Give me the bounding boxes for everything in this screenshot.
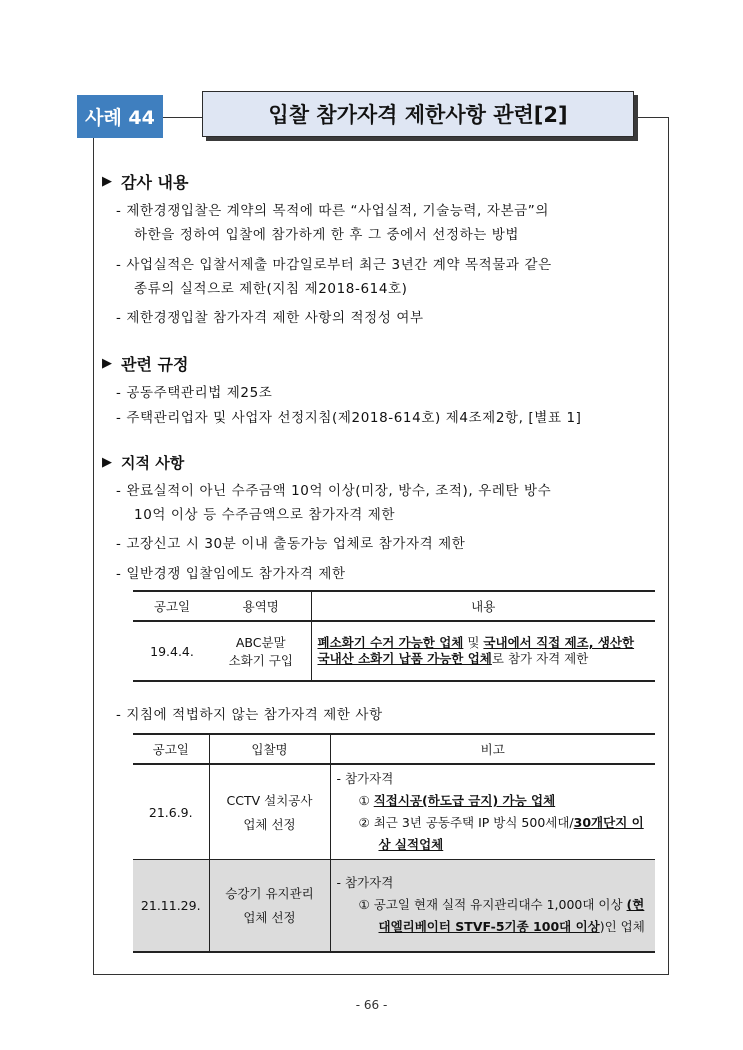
plain-text: 공고일 현재 실적 유지관리대수 1,000대 이상 <box>373 897 623 913</box>
date-cell: 21.6.9. <box>133 764 209 860</box>
column-header: 용역명 <box>211 591 311 621</box>
section-title: 지적 사항 <box>121 454 185 472</box>
content-cell <box>311 621 655 681</box>
section-heading-regulation <box>102 352 188 375</box>
frame-bottom <box>93 974 669 975</box>
qual-item <box>337 894 650 938</box>
item-number: ① <box>358 793 370 808</box>
plain-text: 최근 3년 공동주택 IP 방식 500세대/ <box>373 815 574 830</box>
text-line: - 제한경쟁입찰 참가자격 제한 사항의 적정성 여부 <box>116 310 424 326</box>
name-line: 승강기 유지관리 <box>225 886 314 902</box>
column-header: 입찰명 <box>209 734 330 764</box>
remark-cell <box>330 764 655 860</box>
text-line: - 지침에 적법하지 않는 참가자격 제한 사항 <box>116 707 383 723</box>
table-header-row <box>133 734 655 764</box>
text-line: 종류의 실적으로 제한(지침 제2018-614호) <box>134 281 408 297</box>
page-number: - 66 - <box>355 998 388 1012</box>
section-heading-audit <box>102 170 188 193</box>
plain-text: )인 업체 <box>599 919 645 935</box>
name-line: 업체 선정 <box>243 910 296 926</box>
item-number: ② <box>358 815 370 830</box>
plain-text: 로 참가 자격 제한 <box>491 651 589 666</box>
qual-label: - 참가자격 <box>336 771 394 786</box>
table-row <box>133 764 655 860</box>
qual-label: - 참가자격 <box>336 875 394 891</box>
underlined-text: 직접시공(하도급 금지) 가능 업체 <box>373 793 556 808</box>
table-row <box>133 621 655 681</box>
frame-left <box>93 138 94 974</box>
date-cell: 19.4.4. <box>150 643 194 659</box>
text-line: - 공동주택관리법 제25조 <box>116 385 273 401</box>
text-line: 하한을 정하여 입찰에 참가하게 한 후 그 중에서 선정하는 방법 <box>134 227 520 243</box>
qual-item <box>337 812 650 856</box>
text-line: 10억 이상 등 수주금액으로 참가자격 제한 <box>134 507 396 523</box>
section-title: 감사 내용 <box>121 173 189 192</box>
text-line: - 주택관리업자 및 사업자 선정지침(제2018-614호) 제4조제2항, [별표 1] <box>116 410 582 426</box>
column-header: 공고일 <box>133 591 211 621</box>
column-header: 내용 <box>311 591 655 621</box>
underlined-text: 국내에서 직접 제조, 생산한 국내산 소화기 납품 가능한 업체 <box>317 635 635 666</box>
remark-cell <box>330 860 655 952</box>
table-2 <box>133 733 655 953</box>
section-title: 관련 규정 <box>121 355 189 374</box>
text-line: - 완료실적이 아닌 수주금액 10억 이상(미장, 방수, 조적), 우레탄 방수 <box>116 483 552 499</box>
underlined-text: (현대엘리베이터 STVF-5기종 100대 이상 <box>378 897 645 935</box>
column-header: 비고 <box>330 734 655 764</box>
plain-text: 및 <box>463 635 484 650</box>
text-line: - 사업실적은 입찰서제출 마감일로부터 최근 3년간 계약 목적물과 같은 <box>116 257 552 273</box>
item-number: ① <box>358 897 370 913</box>
name-line: 업체 선정 <box>243 817 296 832</box>
name-cell <box>211 621 311 681</box>
section-heading-findings <box>102 452 184 473</box>
table-row <box>133 860 655 952</box>
table-1 <box>133 590 655 682</box>
case-badge: 사례 44 <box>77 95 163 138</box>
table-header-row <box>133 591 655 621</box>
text-line: - 고장신고 시 30분 이내 출동가능 업체로 참가자격 제한 <box>116 536 466 552</box>
name-cell <box>209 764 330 860</box>
name-line: 소화기 구입 <box>228 653 293 668</box>
page-title: 입찰 참가자격 제한사항 관련[2] <box>202 91 634 137</box>
triangle-bullet-icon: ▶ <box>102 356 112 371</box>
triangle-bullet-icon: ▶ <box>102 455 112 470</box>
column-header: 공고일 <box>133 734 209 764</box>
text-line: - 제한경쟁입찰은 계약의 목적에 따른 “사업실적, 기술능력, 자본금”의 <box>116 203 549 219</box>
triangle-bullet-icon: ▶ <box>102 174 112 189</box>
underlined-text: 폐소화기 수거 가능한 업체 <box>317 635 464 650</box>
badge-connector <box>163 117 202 118</box>
name-cell <box>209 860 330 952</box>
name-line: ABC분말 <box>235 635 286 650</box>
name-line: CCTV 설치공사 <box>226 793 313 808</box>
frame-right <box>668 117 669 974</box>
text-line: - 일반경쟁 입찰임에도 참가자격 제한 <box>116 566 346 582</box>
underlined-text: 30개단지 이상 실적업체 <box>378 815 644 852</box>
date-cell: 21.11.29. <box>133 860 209 952</box>
frame-top-right <box>638 117 669 118</box>
qual-item <box>337 790 650 812</box>
